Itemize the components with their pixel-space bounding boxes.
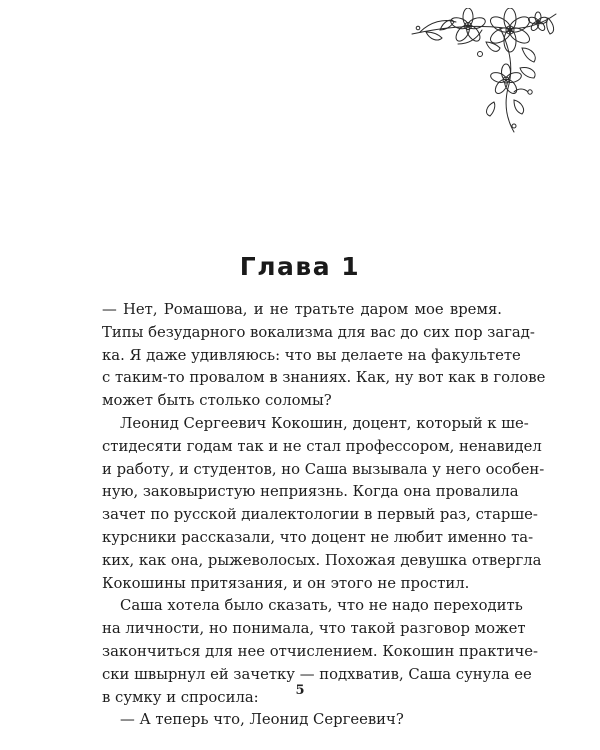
floral-corner-ornament-icon: [410, 8, 560, 138]
text-line: ски швырнул ей зачетку — подхватив, Саша сунула ее: [102, 665, 532, 683]
chapter-text: [102, 299, 546, 732]
text-line: зачет по русской диалектологии в первый раз, старше-: [102, 506, 538, 524]
chapter-title: Глава 1: [239, 252, 361, 281]
text-line: Леонид Сергеевич Кокошин, доцент, который к ше-: [120, 414, 529, 432]
text-line: Кокошины притязания, и он этого не простил.: [102, 574, 470, 592]
text-line: может быть столько соломы?: [102, 392, 332, 410]
text-line: закончиться для нее отчислением. Кокошин практиче-: [102, 642, 539, 660]
text-line: и работу, и студентов, но Саша вызывала у него особен-: [102, 460, 545, 478]
text-line: в сумку и спросила:: [102, 688, 259, 706]
page-number: 5: [295, 683, 305, 698]
text-line: на личности, но понимала, что такой разговор может: [102, 620, 526, 638]
text-line: с таким-то провалом в знаниях. Как, ну вот как в голове: [102, 369, 546, 387]
text-line: — Нет, Ромашова, и не тратьте даром мое время.: [102, 301, 502, 318]
text-line: курсники рассказали, что доцент не любит именно та-: [102, 528, 534, 546]
text-line: Саша хотела было сказать, что не надо переходить: [120, 597, 523, 615]
text-line: ких, как она, рыжеволосых. Похожая девушка отвергла: [102, 551, 542, 569]
text-line: — А теперь что, Леонид Сергеевич?: [120, 711, 404, 729]
text-line: ка. Я даже удивляюсь: что вы делаете на факультете: [102, 346, 521, 364]
text-line: ную, заковыристую неприязнь. Когда она провалила: [102, 483, 519, 501]
text-line: Типы безударного вокализма для вас до сих пор загад-: [102, 323, 535, 341]
text-line: стидесяти годам так и не стал профессором, ненавидел: [102, 437, 542, 455]
